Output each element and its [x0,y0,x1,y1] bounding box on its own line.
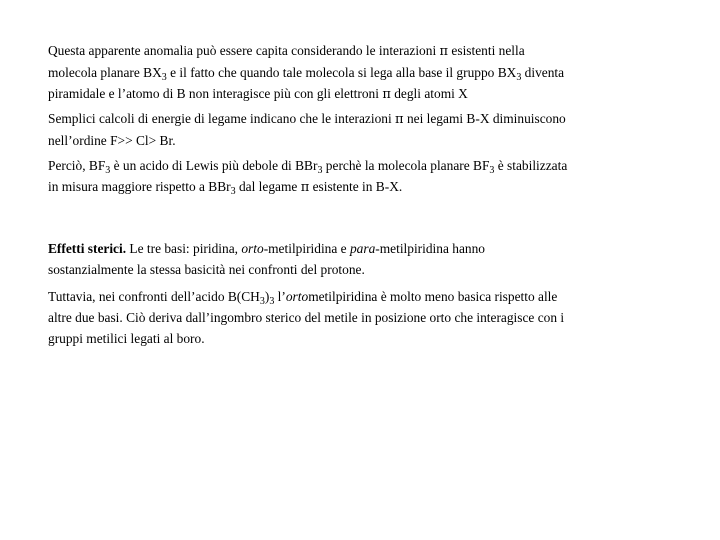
section-heading: Effetti sterici. [48,241,127,256]
pi-symbol: π [300,180,310,195]
paragraph-ortho-methylpyridine [48,286,678,349]
text-run: nei legami B-X diminuiscono [403,111,566,126]
pi-symbol: π [395,112,404,127]
subscript: 3 [317,165,323,176]
text-run: metilpiridina è molto meno basica rispetto alle [308,289,558,304]
text-line: altre due basi. Ciò deriva dall’ingombro sterico del metile in posizione orto che interagisce con i [48,310,565,325]
text-run: piramidale e l’atomo di B non interagisce più con gli elettroni [48,86,383,101]
subscript: 3 [516,72,522,83]
text-run: Semplici calcoli di energie di legame indicano che le interazioni [48,111,396,126]
text-run: degli atomi X [390,86,468,101]
text-run: -metilpiridina hanno [375,241,485,256]
italic-term: orto [241,241,264,256]
text-line: gruppi metilici legati al boro. [48,331,205,346]
text-run: Perciò, BF [48,158,106,173]
pi-symbol: π [382,87,391,102]
subscript: 3 [161,72,167,83]
text-line [48,155,678,176]
text-run: Le tre basi: piridina, [126,241,242,256]
text-run: in misura maggiore rispetto a BBr [48,179,231,194]
italic-term: orto [285,289,309,304]
text-run: molecola planare BX [48,65,162,80]
text-run: l’ [274,289,286,304]
paragraph-lewis-acidity [48,155,678,198]
text-run: perchè la molecola planare BF [322,158,490,173]
text-run: esistenti nella [448,43,525,58]
text-line [48,108,678,130]
text-line [48,176,678,198]
text-run: -metilpiridina e [263,241,350,256]
text-run: e il fatto che quando tale molecola si lega alla base il gruppo BX [166,65,517,80]
text-run: è stabilizzata [494,158,568,173]
text-run: è un acido di Lewis più debole di BBr [110,158,318,173]
subscript: 3 [230,186,236,197]
text-run: Questa apparente anomalia può essere capita considerando le interazioni [48,43,440,58]
text-line [48,83,678,105]
text-run: Tuttavia, nei confronti dell’acido B(CH [48,289,260,304]
text-line [48,40,678,62]
paragraph-steric-effects [48,238,678,280]
text-line [48,238,678,259]
subscript: 3 [269,296,275,307]
text-line [48,62,678,83]
text-run: ) [264,289,270,304]
text-line: nell’ordine F>> Cl> Br. [48,133,176,148]
paragraph-pi-interactions [48,40,678,105]
subscript: 3 [489,165,495,176]
text-line: sostanzialmente la stessa basicità nei confronti del protone. [48,262,365,277]
subscript: 3 [259,296,265,307]
italic-term: para [349,241,376,256]
text-line [48,286,678,307]
paragraph-bond-energies [48,108,678,151]
text-run: dal legame [235,179,301,194]
pi-symbol: π [439,44,449,59]
text-run: esistente in B-X. [309,179,403,194]
text-run: diventa [521,65,565,80]
subscript: 3 [105,165,111,176]
